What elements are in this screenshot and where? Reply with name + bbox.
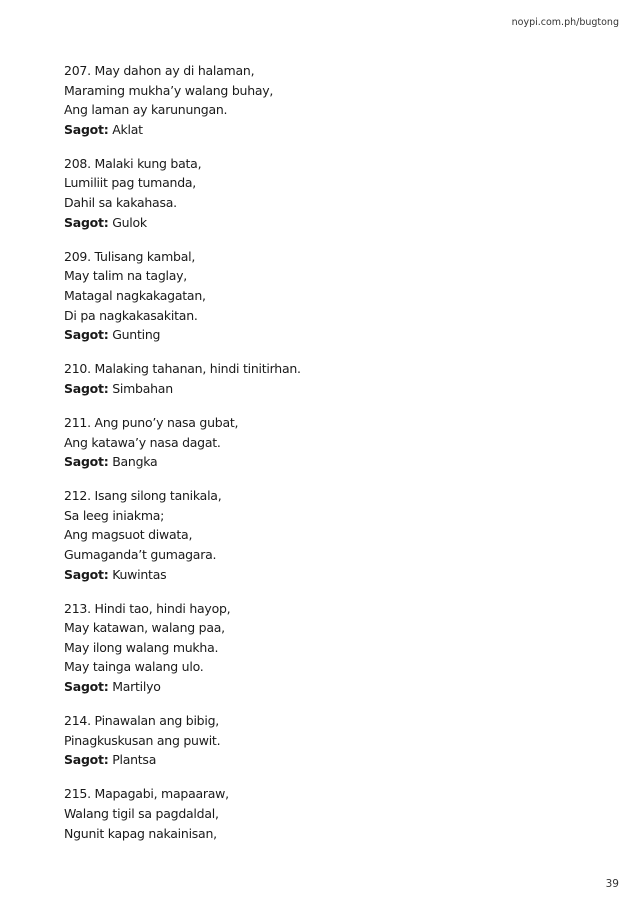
riddle-item <box>64 247 604 345</box>
riddle-line: May talim na taglay, <box>64 268 188 284</box>
riddle-line: 210. Malaking tahanan, hindi tinitirhan. <box>64 361 301 377</box>
riddle-item <box>64 784 604 843</box>
riddle-line: Matagal nagkakagatan, <box>64 287 206 303</box>
answer-label: Sagot: <box>64 121 109 137</box>
riddle-answer <box>64 120 604 140</box>
riddle-line: Ngunit kapag nakainisan, <box>64 825 217 841</box>
riddle-answer <box>64 379 604 399</box>
riddle-line: Ang laman ay karunungan. <box>64 102 228 118</box>
riddle-item <box>64 61 604 139</box>
riddle-line: Di pa nagkakasakitan. <box>64 307 198 323</box>
answer-label: Sagot: <box>64 380 109 396</box>
riddle-line: 215. Mapagabi, mapaaraw, <box>64 786 229 802</box>
riddle-line: Ang katawa’y nasa dagat. <box>64 434 221 450</box>
riddle-answer <box>64 325 604 345</box>
answer-label: Sagot: <box>64 566 109 582</box>
riddle-line: May katawan, walang paa, <box>64 620 225 636</box>
riddle-item <box>64 486 604 584</box>
answer-label: Sagot: <box>64 327 109 343</box>
page-number: 39 <box>605 878 619 890</box>
riddle-answer <box>64 750 604 770</box>
answer-value: Martilyo <box>112 679 161 695</box>
riddle-item <box>64 154 604 232</box>
riddle-line: Sa leeg iniakma; <box>64 507 165 523</box>
answer-label: Sagot: <box>64 752 109 768</box>
riddle-line: 208. Malaki kung bata, <box>64 155 202 171</box>
answer-value: Bangka <box>112 454 158 470</box>
riddle-answer <box>64 677 604 697</box>
riddle-answer <box>64 565 604 585</box>
riddle-line: May tainga walang ulo. <box>64 659 204 675</box>
riddle-line: Lumiliit pag tumanda, <box>64 175 197 191</box>
riddle-answer <box>64 452 604 472</box>
riddle-line: Pinagkuskusan ang puwit. <box>64 732 221 748</box>
riddle-list <box>64 61 604 858</box>
riddle-item <box>64 599 604 697</box>
riddle-line: 214. Pinawalan ang bibig, <box>64 713 219 729</box>
answer-value: Gunting <box>112 327 161 343</box>
riddle-answer <box>64 213 604 233</box>
riddle-line: 207. May dahon ay di halaman, <box>64 63 255 78</box>
answer-label: Sagot: <box>64 454 109 470</box>
riddle-line: Gumaganda’t gumagara. <box>64 546 217 562</box>
riddle-item <box>64 413 604 472</box>
riddle-item <box>64 711 604 770</box>
answer-value: Kuwintas <box>112 566 167 582</box>
riddle-line: Walang tigil sa pagdaldal, <box>64 806 219 821</box>
answer-value: Simbahan <box>112 380 173 396</box>
riddle-line: 209. Tulisang kambal, <box>64 248 196 264</box>
riddle-line: Maraming mukha’y walang buhay, <box>64 82 274 98</box>
riddle-item <box>64 359 604 398</box>
riddle-line: 211. Ang puno’y nasa gubat, <box>64 414 239 430</box>
riddle-line: Ang magsuot diwata, <box>64 527 193 543</box>
riddle-line: Dahil sa kakahasa. <box>64 195 177 211</box>
answer-label: Sagot: <box>64 679 109 695</box>
answer-value: Aklat <box>112 121 143 137</box>
riddle-line: 212. Isang silong tanikala, <box>64 488 222 504</box>
riddle-line: May ilong walang mukha. <box>64 639 219 655</box>
answer-value: Plantsa <box>112 752 157 768</box>
source-url: noypi.com.ph/bugtong <box>511 17 619 28</box>
answer-label: Sagot: <box>64 214 109 230</box>
answer-value: Gulok <box>112 214 147 230</box>
riddle-line: 213. Hindi tao, hindi hayop, <box>64 600 231 616</box>
